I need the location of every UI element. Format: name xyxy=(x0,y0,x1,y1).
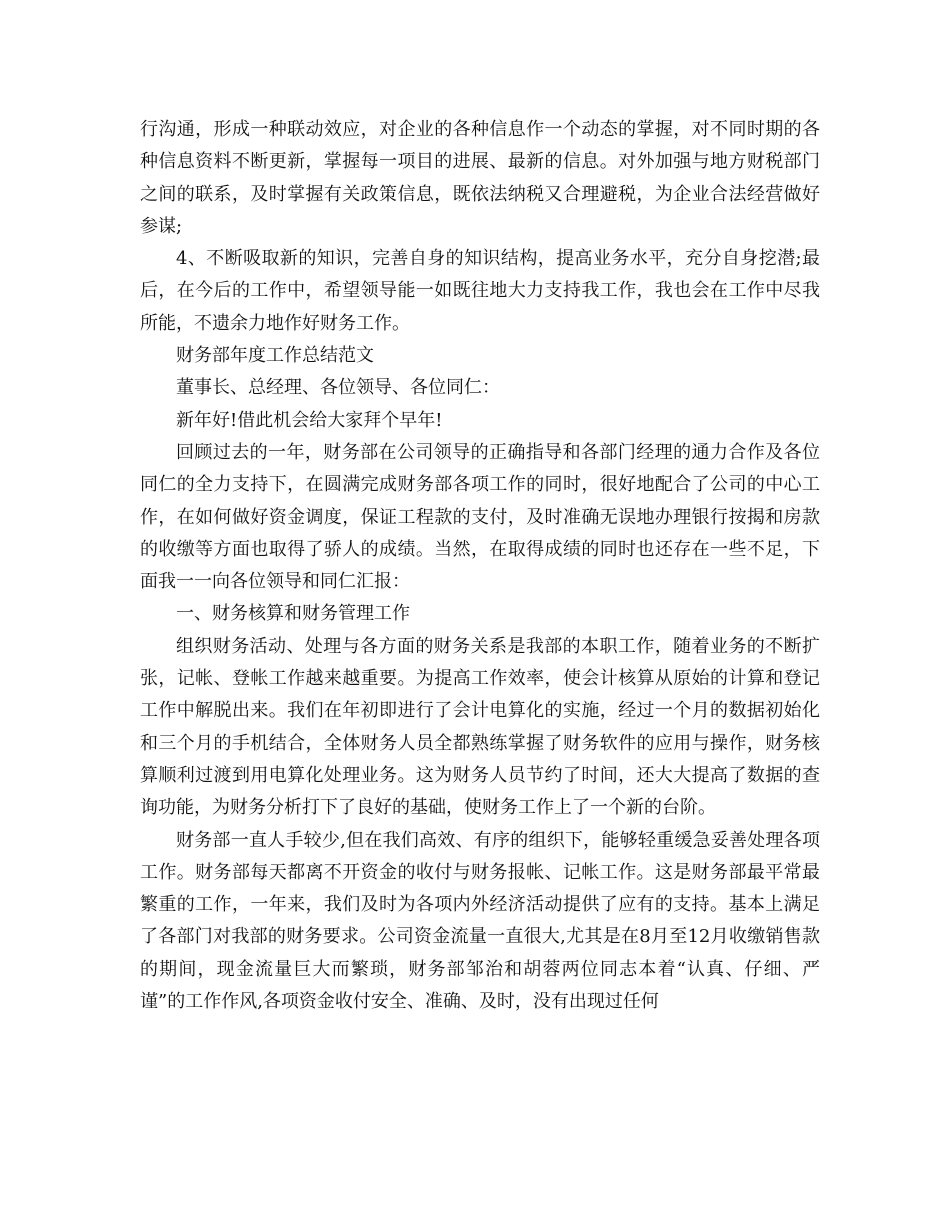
paragraph-staffing: 财务部一直人手较少,但在我们高效、有序的组织下，能够轻重缓急妥善处理各项工作。财务部每天都离不开资金的收付与财务报帐、记帐工作。这是财务部最平常最繁重的工作，一年来，我们及时为各项内外经济活动提供了应有的支持。基本上满足了各部门对我部的财务要求。公司资金流量一直很大,尤其是在8月至12月收缴销售款的期间，现金流量巨大而繁琐，财务部邹治和胡蓉两位同志本着“认真、仔细、严谨”的工作作风,各项资金收付安全、准确、及时，没有出现过任何 xyxy=(140,829,820,1013)
paragraph-1: 行沟通，形成一种联动效应，对企业的各种信息作一个动态的掌握，对不同时期的各种信息资料不断更新，掌握每一项目的进展、最新的信息。对外加强与地方财税部门之间的联系，及时掌握有关政策信息，既依法纳税又合理避税，为企业合法经营做好参谋; xyxy=(140,119,820,237)
paragraph-2: 4、不断吸取新的知识，完善自身的知识结构，提高业务水平，充分自身挖潜;最后，在今后的工作中，希望领导能一如既往地大力支持我工作，我也会在工作中尽我所能，不遗余力地作好财务工作。 xyxy=(140,248,820,334)
greeting: 新年好!借此机会给大家拜个早年! xyxy=(176,409,443,431)
heading-accounting-work: 一、财务核算和财务管理工作 xyxy=(176,603,410,625)
section-title: 财务部年度工作总结范文 xyxy=(176,345,374,367)
paragraph-accounting: 组织财务活动、处理与各方面的财务关系是我部的本职工作，随着业务的不断扩张，记帐、登帐工作越来越重要。为提高工作效率，使会计核算从原始的计算和登记工作中解脱出来。我们在年初即进行了会计电算化的实施，经过一个月的数据初始化和三个月的手机结合，全体财务人员全都熟练掌握了财务软件的应用与操作，财务核算顺利过渡到用电算化处理业务。这为财务人员节约了时间，还大大提高了数据的查询功能，为财务分析打下了良好的基础，使财务工作上了一个新的台阶。 xyxy=(140,635,820,819)
document-body xyxy=(140,114,820,1018)
salutation: 董事长、总经理、各位领导、各位同仁： xyxy=(176,377,500,399)
paragraph-review: 回顾过去的一年，财务部在公司领导的正确指导和各部门经理的通力合作及各位同仁的全力支持下，在圆满完成财务部各项工作的同时，很好地配合了公司的中心工作，在如何做好资金调度，保证工程款的支付，及时准确无误地办理银行按揭和房款的收缴等方面也取得了骄人的成绩。当然，在取得成绩的同时也还存在一些不足，下面我一一向各位领导和同仁汇报： xyxy=(140,441,820,593)
